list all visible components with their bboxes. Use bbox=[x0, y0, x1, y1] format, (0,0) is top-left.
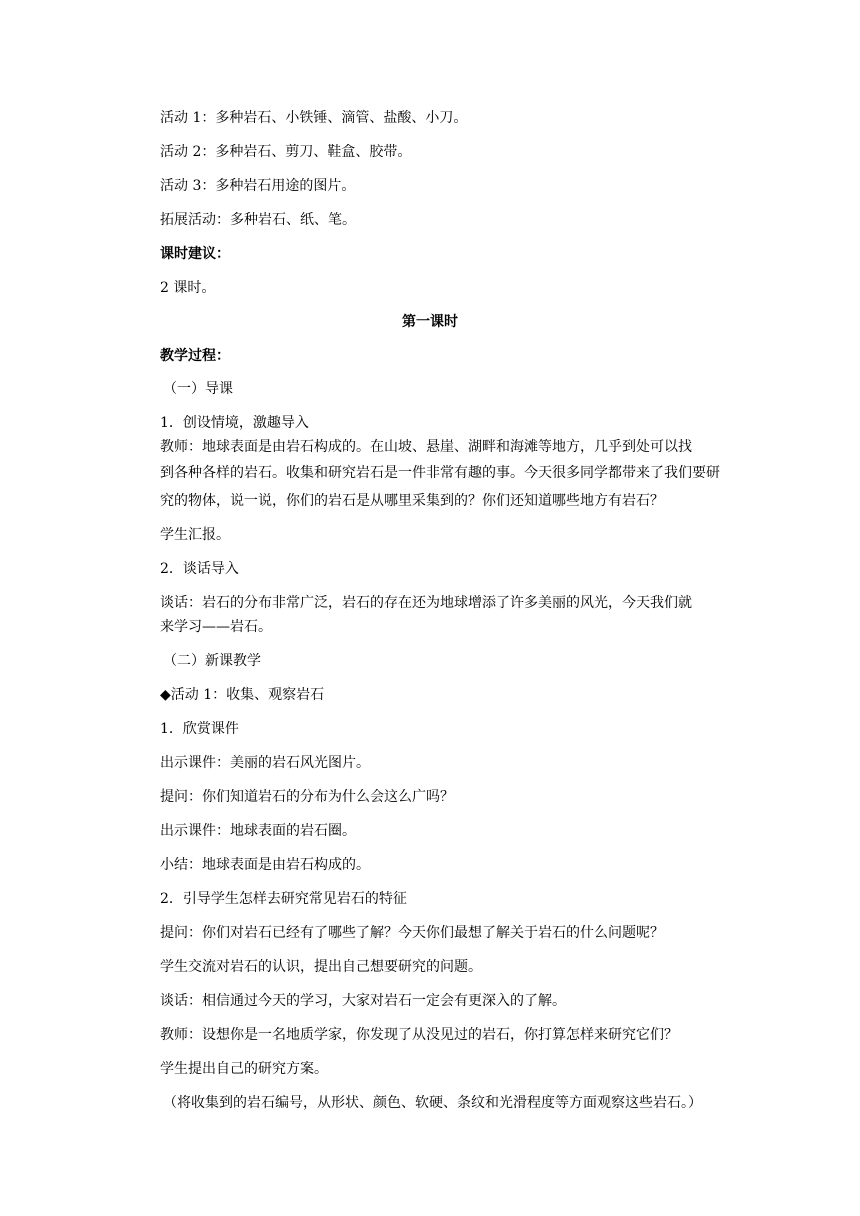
hours-text: 2 课时。 bbox=[160, 280, 216, 296]
teacher-paragraph-line-2: 到各种各样的岩石。收集和研究岩石是一件非常有趣的事。今天很多同学都带来了我们要研 bbox=[160, 465, 720, 481]
student-exchange: 学生交流对岩石的认识，提出自己想要研究的问题。 bbox=[160, 959, 482, 975]
section-intro: （一）导课 bbox=[163, 381, 233, 397]
talk-2: 谈话：相信通过今天的学习，大家对岩石一定会有更深入的了解。 bbox=[160, 993, 566, 1009]
materials-activity-2: 活动 2：多种岩石、剪刀、鞋盒、胶带。 bbox=[160, 144, 412, 160]
student-report: 学生汇报。 bbox=[160, 527, 230, 543]
process-heading: 教学过程： bbox=[160, 348, 230, 364]
teacher-2: 教师：设想你是一名地质学家，你发现了从没见过的岩石，你打算怎样来研究它们？ bbox=[160, 1027, 678, 1043]
section-new-lesson: （二）新课教学 bbox=[163, 653, 261, 669]
show-courseware-2: 出示课件：地球表面的岩石圈。 bbox=[160, 823, 356, 839]
question-1: 提问：你们知道岩石的分布为什么会这么广吗？ bbox=[160, 789, 454, 805]
sub-step-2: 2．引导学生怎样去研究常见岩石的特征 bbox=[160, 891, 407, 907]
talk-paragraph-line-2: 来学习——岩石。 bbox=[160, 619, 272, 635]
step-1-heading: 1．创设情境，激趣导入 bbox=[160, 415, 309, 431]
materials-activity-3: 活动 3：多种岩石用途的图片。 bbox=[160, 178, 356, 194]
question-2: 提问：你们对岩石已经有了哪些了解？今天你们最想了解关于岩石的什么问题呢？ bbox=[160, 925, 664, 941]
note: （将收集到的岩石编号，从形状、颜色、软硬、条纹和光滑程度等方面观察这些岩石。） bbox=[163, 1095, 702, 1111]
show-courseware-1: 出示课件：美丽的岩石风光图片。 bbox=[160, 755, 370, 771]
student-plan: 学生提出自己的研究方案。 bbox=[160, 1061, 328, 1077]
activity-1-heading: ◆活动 1：收集、观察岩石 bbox=[160, 687, 325, 703]
teacher-paragraph-line-3: 究的物体，说一说，你们的岩石是从哪里采集到的？你们还知道哪些地方有岩石？ bbox=[160, 493, 664, 509]
teacher-paragraph-line-1: 教师：地球表面是由岩石构成的。在山坡、悬崖、湖畔和海滩等地方，几乎到处可以找 bbox=[160, 439, 692, 455]
materials-extension: 拓展活动：多种岩石、纸、笔。 bbox=[160, 212, 356, 228]
sub-step-1: 1．欣赏课件 bbox=[160, 721, 239, 737]
materials-activity-1: 活动 1：多种岩石、小铁锤、滴管、盐酸、小刀。 bbox=[160, 110, 468, 126]
hours-heading: 课时建议： bbox=[160, 246, 230, 262]
talk-paragraph-line-1: 谈话：岩石的分布非常广泛，岩石的存在还为地球增添了许多美丽的风光，今天我们就 bbox=[160, 595, 692, 611]
lesson-title: 第一课时 bbox=[402, 314, 458, 330]
summary: 小结：地球表面是由岩石构成的。 bbox=[160, 857, 370, 873]
step-2-heading: 2．谈话导入 bbox=[160, 561, 239, 577]
